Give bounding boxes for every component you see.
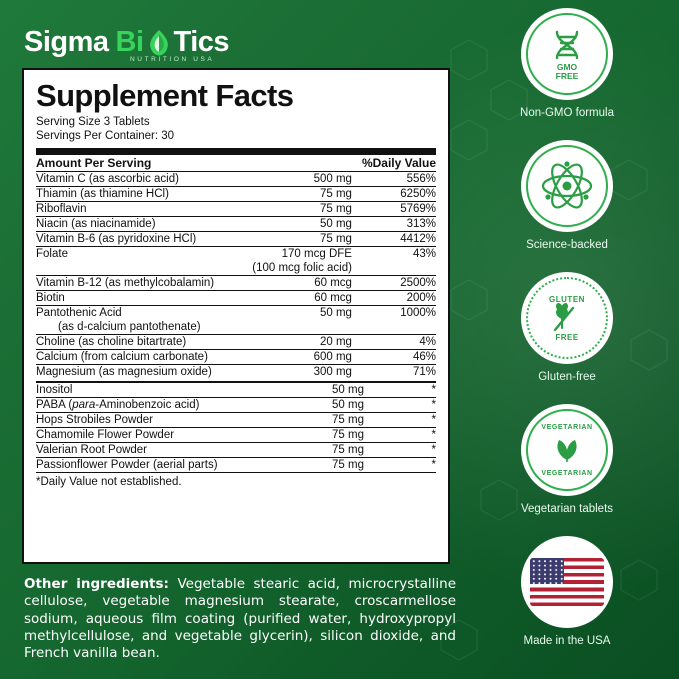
badge-circle bbox=[521, 8, 613, 100]
badge-circle bbox=[521, 536, 613, 628]
badge-vegetarian bbox=[469, 404, 665, 515]
other-ingredients bbox=[24, 576, 456, 662]
table-row: Choline (as choline bitartrate) 20 mg 4% bbox=[36, 336, 436, 349]
brand-name-part2: Bi bbox=[115, 26, 144, 58]
table-row: Chamomile Flower Powder 75 mg * bbox=[36, 429, 436, 442]
table-row: Biotin 60 mcg 200% bbox=[36, 292, 436, 305]
other-ingredients-text: Vegetable stearic acid, microcrystalline cellulose, vegetable magnesium stearate, croscarmellose sodium, aqueous film coating (purified water, hydroxypropyl methylcellulose, and vegetable glycerin), silicon dioxide, and French vanilla bean. bbox=[24, 576, 456, 662]
badge-caption: Non-GMO formula bbox=[520, 107, 614, 119]
table-row: Calcium (from calcium carbonate) 600 mg 46% bbox=[36, 351, 436, 364]
table-row: Thiamin (as thiamine HCl) 75 mg 6250% bbox=[36, 188, 436, 201]
table-row-continuation: (100 mcg folic acid) bbox=[36, 261, 436, 276]
badge-ring bbox=[526, 409, 608, 491]
col-header-left: Amount Per Serving bbox=[36, 155, 252, 172]
badge-circle bbox=[521, 140, 613, 232]
badge-column bbox=[469, 8, 665, 672]
table-row: Hops Strobiles Powder 75 mg * bbox=[36, 414, 436, 427]
badge-science-backed bbox=[469, 140, 665, 251]
svg-text:FREE: FREE bbox=[555, 71, 579, 81]
badge-caption: Vegetarian tablets bbox=[520, 503, 614, 515]
supplement-facts-panel bbox=[22, 68, 450, 564]
panel-title: Supplement Facts bbox=[36, 78, 294, 113]
badge-caption: Made in the USA bbox=[523, 635, 611, 647]
badge-gluten-free bbox=[469, 272, 665, 383]
table-row-continuation: (as d-calcium pantothenate) bbox=[36, 320, 436, 335]
table-row: Passionflower Powder (aerial parts) 75 mg * bbox=[36, 459, 436, 472]
badge-made-in-usa bbox=[469, 536, 665, 647]
table-row: Magnesium (as magnesium oxide) 300 mg 71% bbox=[36, 366, 436, 379]
badge-ring bbox=[526, 145, 608, 227]
serving-size: Serving Size 3 Tablets bbox=[36, 115, 150, 128]
table-row: Pantothenic Acid 50 mg 1000% bbox=[36, 307, 436, 320]
servings-per-container: Servings Per Container: 30 bbox=[36, 129, 175, 142]
badge-non-gmo bbox=[469, 8, 665, 119]
badge-circle bbox=[521, 272, 613, 364]
flag-stars bbox=[530, 558, 564, 584]
badge-ring bbox=[526, 13, 608, 95]
brand-name-part1: Sigma bbox=[24, 26, 109, 58]
table-row: Valerian Root Powder 75 mg * bbox=[36, 444, 436, 457]
divider-thick bbox=[36, 148, 436, 155]
badge-caption: Gluten-free bbox=[538, 371, 596, 383]
table-row: Niacin (as niacinamide) 50 mg 313% bbox=[36, 218, 436, 231]
leaf-droplet-icon bbox=[145, 28, 173, 58]
col-header-right: %Daily Value bbox=[361, 156, 436, 171]
italic-term: para bbox=[72, 399, 96, 412]
other-ingredients-label: Other ingredients: bbox=[24, 576, 169, 592]
table-row: Riboflavin 75 mg 5769% bbox=[36, 203, 436, 216]
nutrition-table-secondary bbox=[36, 383, 436, 473]
badge-ring bbox=[526, 277, 608, 359]
brand-logo bbox=[24, 26, 229, 59]
badge-caption: Science-backed bbox=[526, 239, 608, 251]
table-row: Folate 170 mcg DFE 43% bbox=[36, 248, 436, 261]
table-row: PABA (para-Aminobenzoic acid) 50 mg * bbox=[36, 399, 436, 412]
table-row: Inositol 50 mg * bbox=[36, 384, 436, 397]
table-row: Vitamin B-6 (as pyridoxine HCl) 75 mg 4412% bbox=[36, 233, 436, 246]
daily-value-footnote: *Daily Value not established. bbox=[36, 476, 182, 489]
svg-text:VEGETARIAN: VEGETARIAN bbox=[541, 470, 593, 477]
table-header-row bbox=[36, 155, 436, 172]
svg-text:FREE: FREE bbox=[555, 333, 579, 342]
table-row: Vitamin B-12 (as methylcobalamin) 60 mcg 2500% bbox=[36, 277, 436, 290]
svg-text:VEGETARIAN: VEGETARIAN bbox=[541, 424, 593, 431]
usa-flag-icon bbox=[530, 558, 604, 606]
badge-circle bbox=[521, 404, 613, 496]
left-panel bbox=[12, 10, 464, 670]
brand-name-part3: Tics bbox=[173, 26, 230, 58]
svg-text:GLUTEN: GLUTEN bbox=[549, 295, 585, 304]
svg-text:GMO: GMO bbox=[556, 62, 578, 72]
table-row: Vitamin C (as ascorbic acid) 500 mg 556% bbox=[36, 173, 436, 186]
nutrition-table bbox=[36, 155, 436, 379]
brand-tagline: NUTRITION USA bbox=[130, 56, 215, 63]
